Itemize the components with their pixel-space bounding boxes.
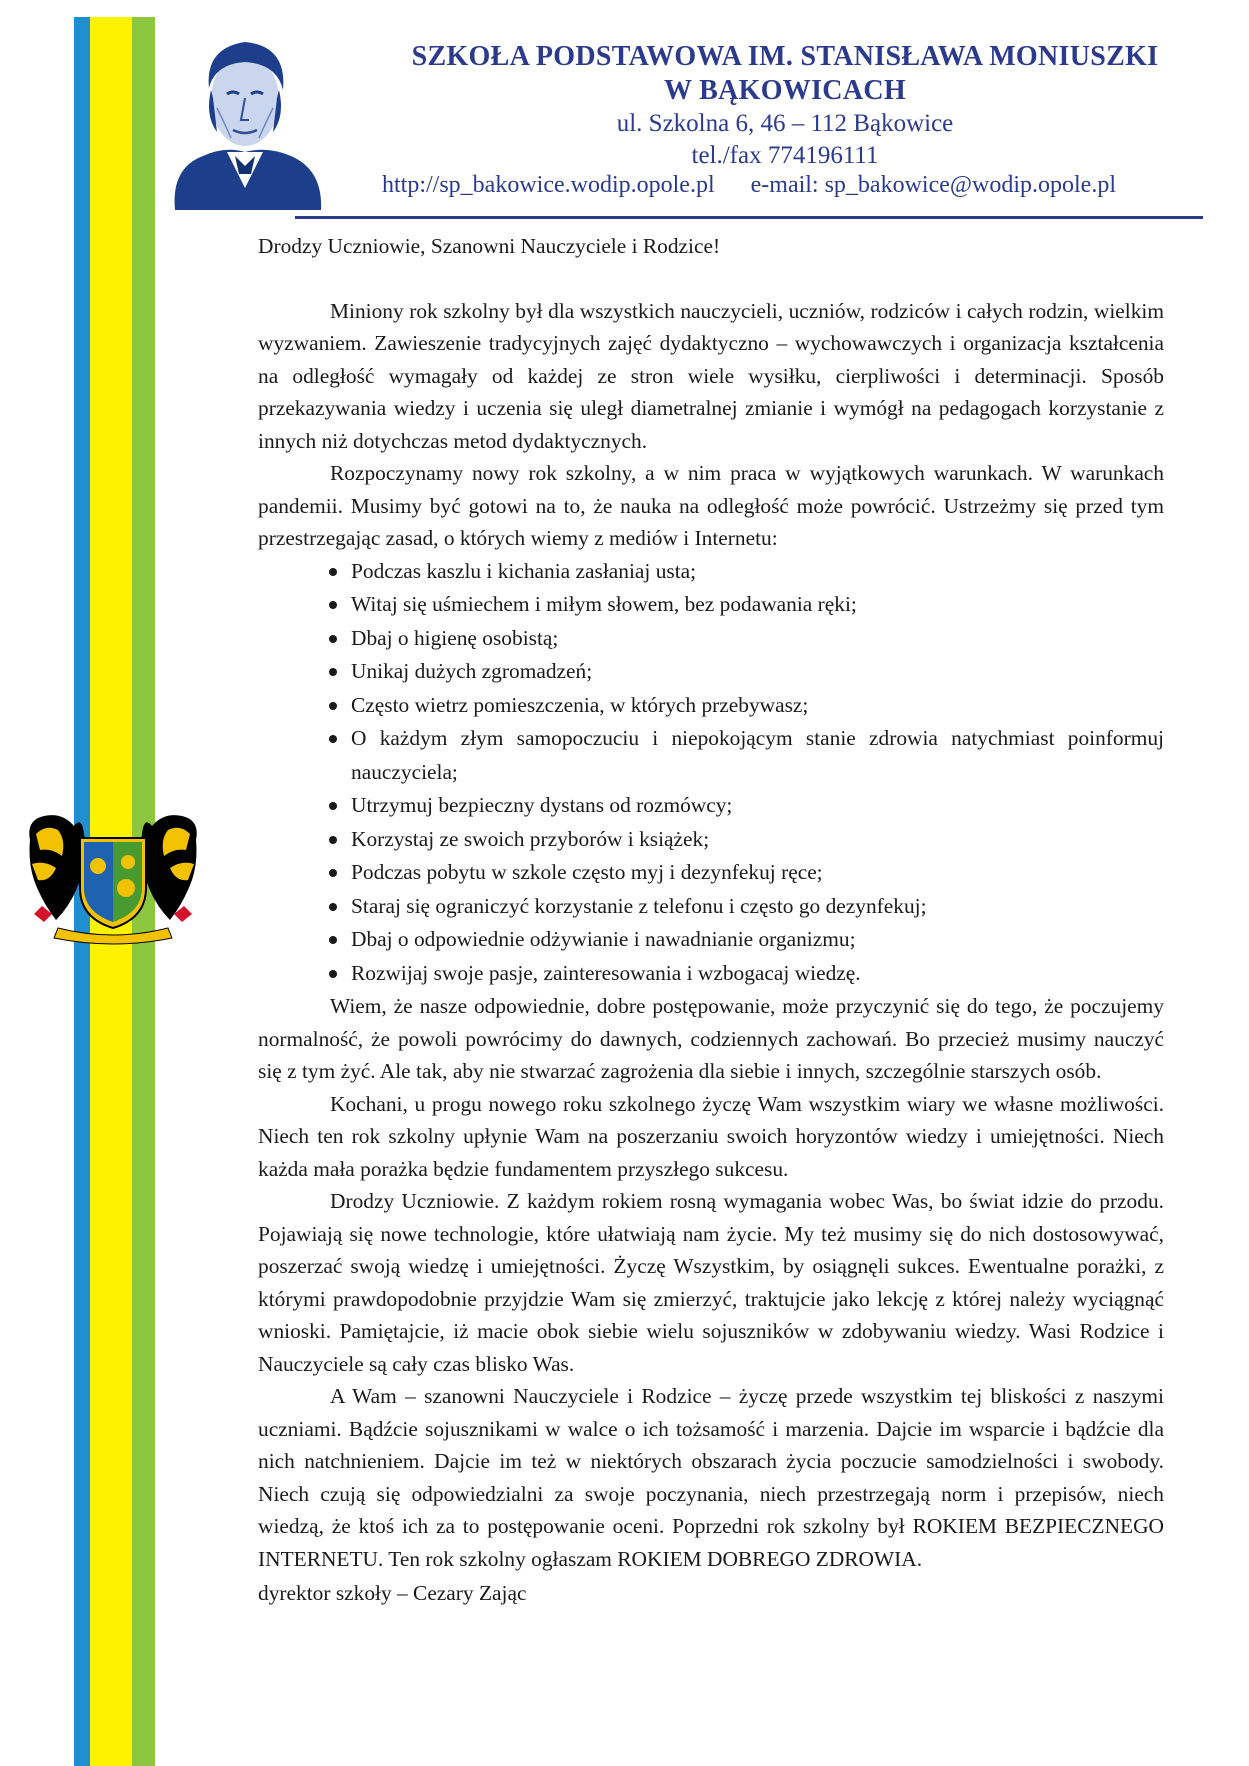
paragraph-6: A Wam – szanowni Nauczyciele i Rodzice – życzę przede wszystkim tej bliskości z naszymi uczniami. Bądźcie sojusznikami w walce o ich tożsamość i marzenia. Dajcie im wsparcie i bądźcie dla nich natchnieniem. Dajcie im też w niektórych obszarach życia poczucie samodzielności i swobody. Niech czują się odpowiedzialni za swoje poczynania, niech przestrzegają norm i przepisów, niech wiedzą, że ktoś ich za to postępowanie oceni. Poprzedni rok szkolny był ROKIEM BEZPIECZNEGO INTERNETU. Ten rok szkolny ogłaszam ROKIEM DOBREGO ZDROWIA. <box>258 1384 1164 1571</box>
bullet-icon <box>329 903 337 911</box>
list-item: Rozwijaj swoje pasje, zainteresowania i wzbogacaj wiedzę. <box>258 957 1164 991</box>
letter-greeting: Drodzy Uczniowie, Szanowni Nauczyciele i Rodzice! <box>258 234 721 258</box>
paragraph-4: Kochani, u progu nowego roku szkolnego życzę Wam wszystkim wiary we własne możliwości. Niech ten rok szkolny upłynie Wam na poszerzaniu swoich horyzontów wiedzy i umiejętności. Niech każda mała porażka będzie fundamentem przyszłego sukcesu. <box>258 1091 1164 1181</box>
letterhead <box>350 40 1220 172</box>
school-name-line1: SZKOŁA PODSTAWOWA IM. STANISŁAWA MONIUSZKI <box>411 41 1159 72</box>
list-item: Staraj się ograniczyć korzystanie z telefonu i często go dezynfekuj; <box>258 890 1164 924</box>
bullet-icon <box>329 568 337 576</box>
list-item: Korzystaj ze swoich przyborów i książek; <box>258 823 1164 857</box>
bullet-icon <box>329 702 337 710</box>
list-item: O każdym złym samopoczuciu i niepokojącym stanie zdrowia natychmiast poinformuj nauczyciela; <box>258 722 1164 789</box>
school-phone: tel./fax 774196111 <box>691 142 879 169</box>
contact-links <box>382 172 1222 199</box>
signature: dyrektor szkoły – Cezary Zając <box>258 1581 527 1605</box>
list-item: Dbaj o odpowiednie odżywianie i nawadnianie organizmu; <box>258 923 1164 957</box>
paragraph-5: Drodzy Uczniowie. Z każdym rokiem rosną wymagania wobec Was, bo świat idzie do przodu. Pojawiają się nowe technologie, które ułatwiają nam życie. My też musimy się do nich dostosowywać, poszerzać swoją wiedzę i umiejętności. Życzę Wszystkim, by osiągnęli sukces. Ewentualne porażki, z którymi prawdopodobnie przyjdzie Wam się zmierzyć, traktujcie jako lekcję z której należy wyciągnąć wnioski. Pamiętajcie, iż macie obok siebie wielu sojuszników w zdobywaniu wiedzy. Wasi Rodzice i Nauczyciele są cały czas blisko Was. <box>258 1189 1164 1376</box>
school-name-line2: W BĄKOWICACH <box>664 75 906 106</box>
list-item: Podczas pobytu w szkole często myj i dezynfekuj ręce; <box>258 856 1164 890</box>
bullet-icon <box>329 668 337 676</box>
bullet-icon <box>329 601 337 609</box>
paragraph-1: Miniony rok szkolny był dla wszystkich nauczycieli, uczniów, rodziców i całych rodzin, wielkim wyzwaniem. Zawieszenie tradycyjnych zajęć dydaktyczno – wychowawczych i organizacja kształcenia na odległość wymagały od każdej ze stron wiele wysiłku, cierpliwości i determinacji. Sposób przekazywania wiedzy i uczenia się uległ diametralnej zmianie i wymógł na pedagogach korzystanie z innych niż dotychczas metod dydaktycznych. <box>258 298 1164 453</box>
list-item: Często wietrz pomieszczenia, w których przebywasz; <box>258 689 1164 723</box>
bullet-icon <box>329 836 337 844</box>
bullet-icon <box>329 936 337 944</box>
bullet-icon <box>329 970 337 978</box>
list-item: Unikaj dużych zgromadzeń; <box>258 655 1164 689</box>
header-divider <box>295 216 1203 219</box>
bullet-icon <box>329 635 337 643</box>
bullet-icon <box>329 869 337 877</box>
website-link[interactable]: http://sp_bakowice.wodip.opole.pl <box>382 172 715 198</box>
coat-of-arms <box>22 810 204 946</box>
list-item: Witaj się uśmiechem i miłym słowem, bez podawania ręki; <box>258 588 1164 622</box>
list-item: Dbaj o higienę osobistą; <box>258 622 1164 656</box>
bullet-icon <box>329 735 337 743</box>
patron-portrait <box>165 28 325 210</box>
hygiene-rules-list <box>258 555 1164 991</box>
school-address: ul. Szkolna 6, 46 – 112 Bąkowice <box>616 110 954 137</box>
list-item: Podczas kaszlu i kichania zasłaniaj usta; <box>258 555 1164 589</box>
letter-body <box>258 230 1164 1610</box>
paragraph-2: Rozpoczynamy nowy rok szkolny, a w nim praca w wyjątkowych warunkach. W warunkach pandemii. Musimy być gotowi na to, że nauka na odległość może powrócić. Ustrzeżmy się przed tym przestrzegając zasad, o których wiemy z mediów i Internetu: <box>258 461 1164 550</box>
list-item: Utrzymuj bezpieczny dystans od rozmówcy; <box>258 789 1164 823</box>
paragraph-3: Wiem, że nasze odpowiednie, dobre postępowanie, może przyczynić się do tego, że poczujemy normalność, że powoli powrócimy do dawnych, codziennych zachowań. Bo przecież musimy nauczyć się z tym żyć. Ale tak, aby nie stwarzać zagrożenia dla siebie i innych, szczególnie starszych osób. <box>258 994 1164 1083</box>
bullet-icon <box>329 802 337 810</box>
email-link[interactable]: e-mail: sp_bakowice@wodip.opole.pl <box>750 172 1116 198</box>
